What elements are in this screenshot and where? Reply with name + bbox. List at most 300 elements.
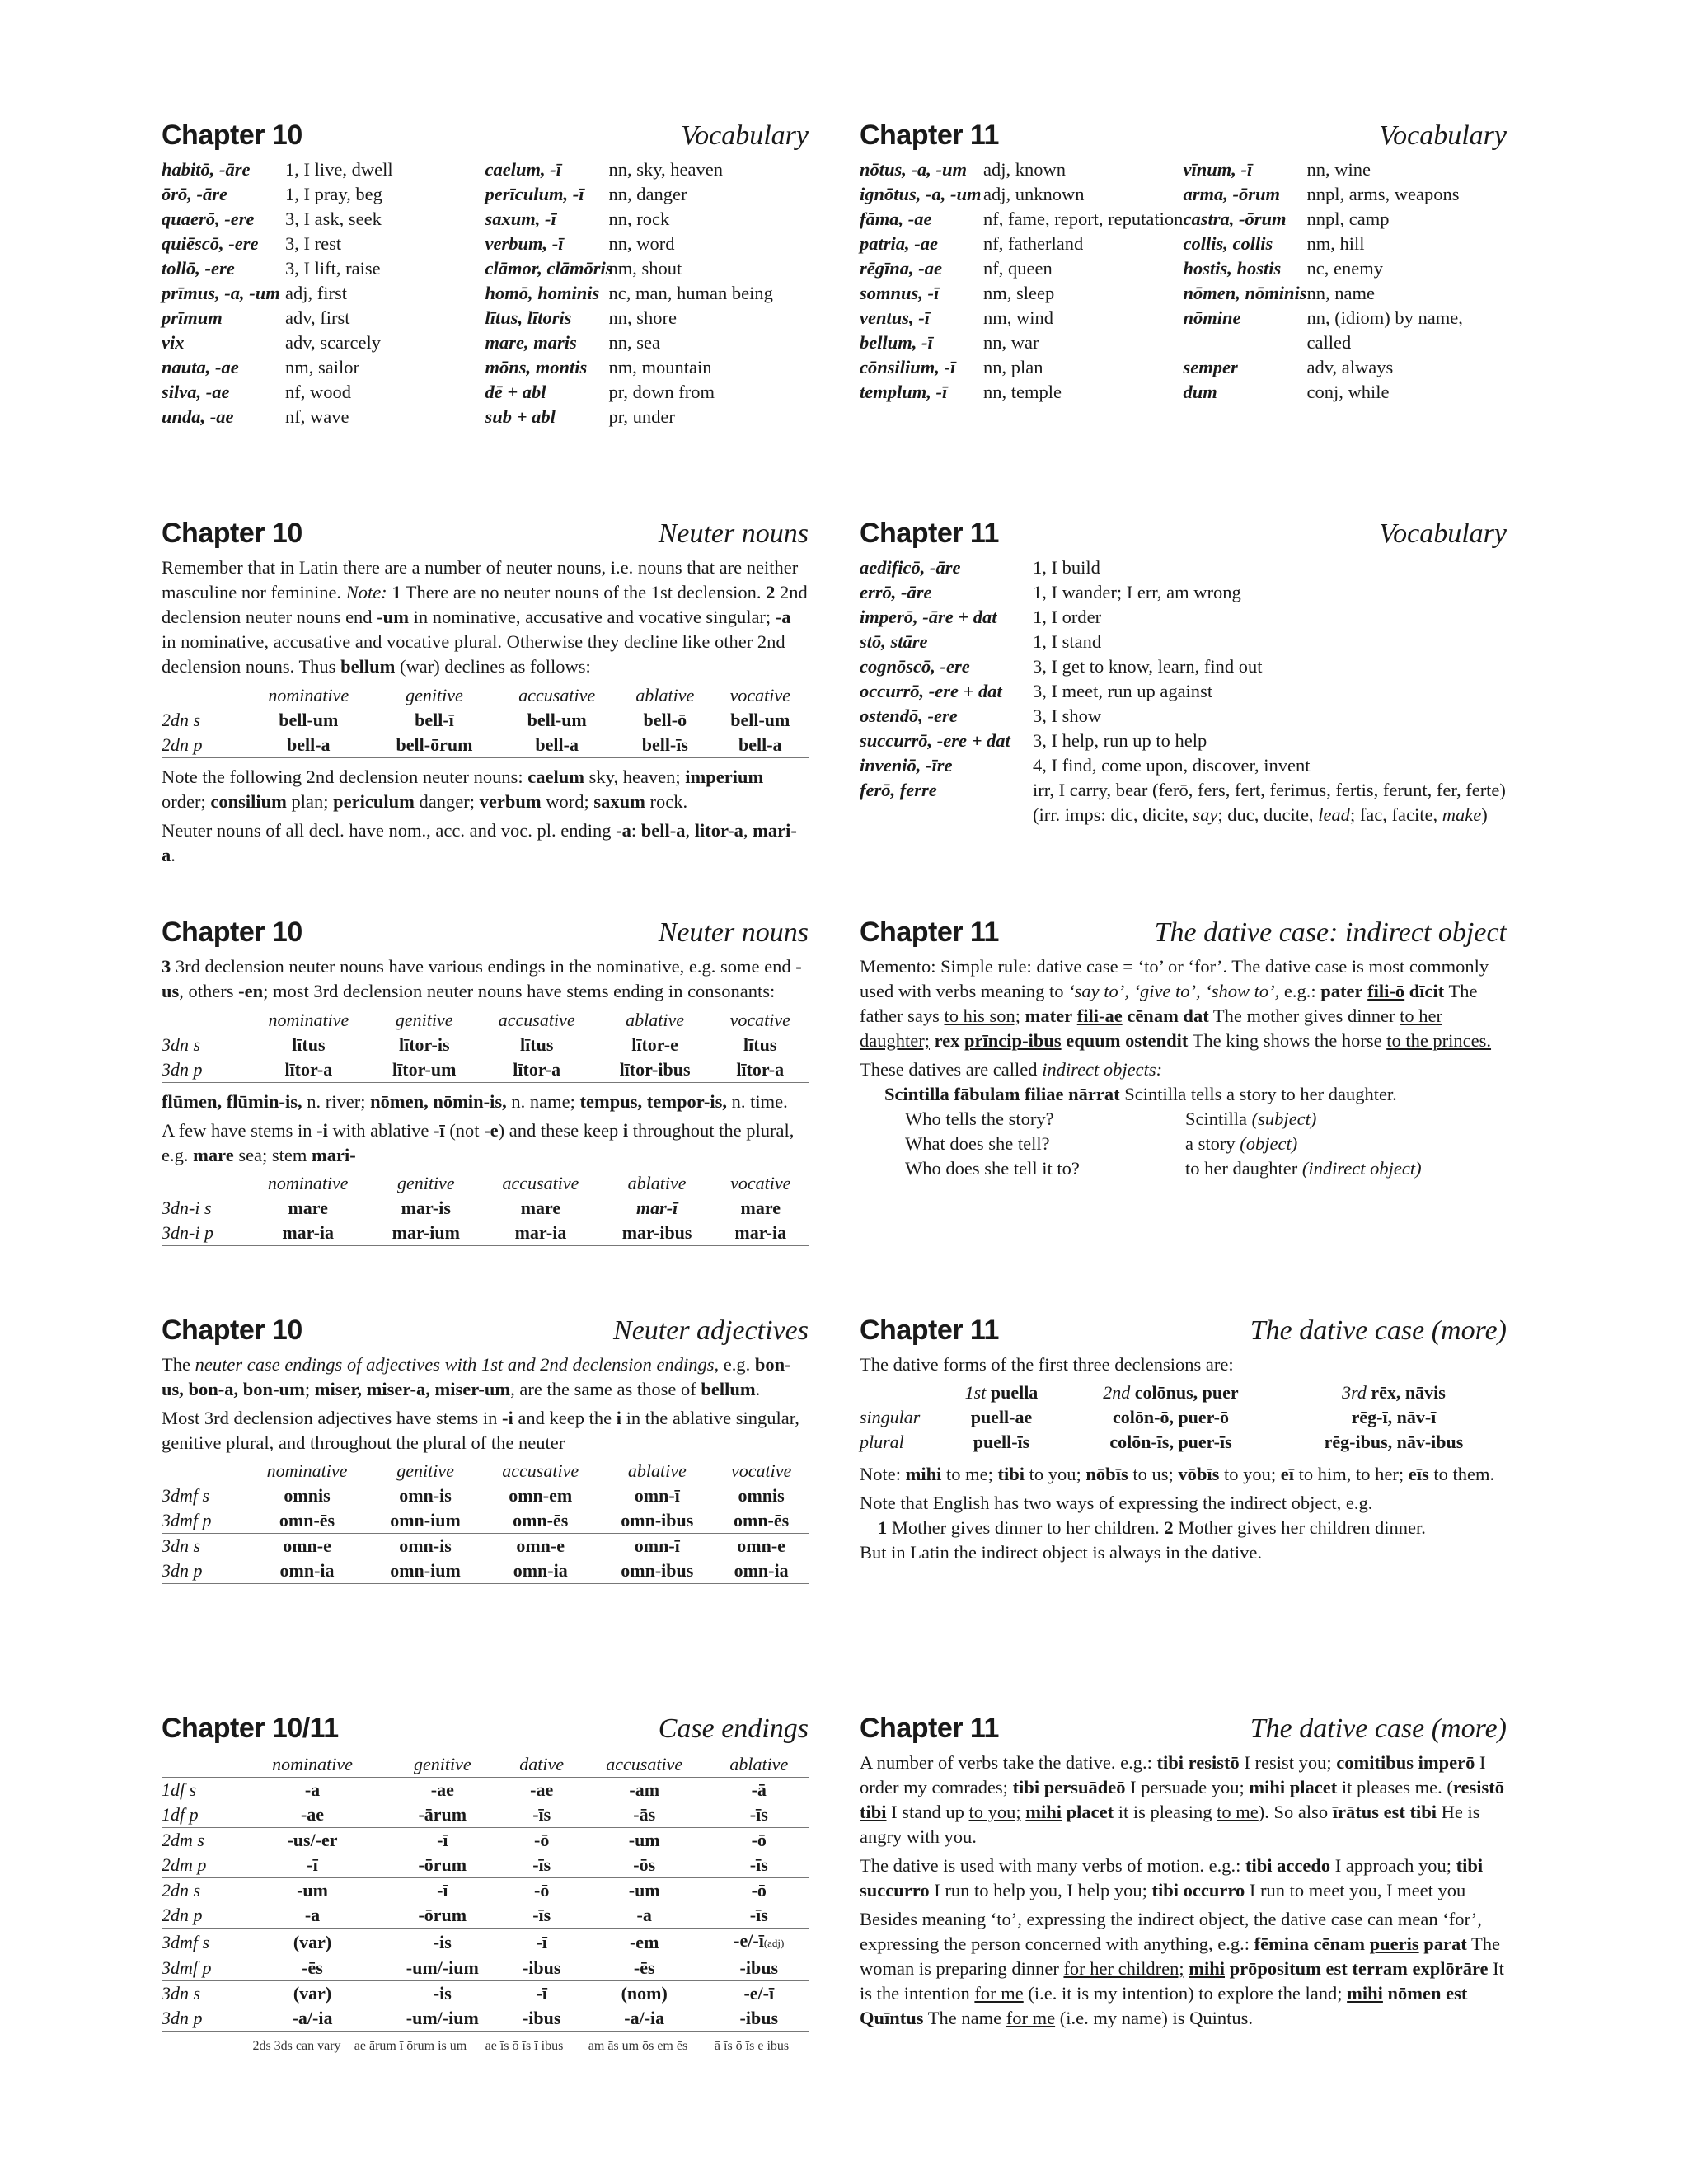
ending-cell: -ī <box>381 1828 504 1854</box>
card-subtitle: Vocabulary <box>681 120 809 151</box>
vocab-entry <box>485 207 809 232</box>
table-row <box>162 1802 809 1828</box>
card-ch10-neuter-nouns-3rd <box>162 916 809 1253</box>
ending-cell: -e/-ī <box>710 1981 809 2007</box>
vocab-term: ignōtus, -a, -um <box>860 184 982 204</box>
ending-cell: (nom) <box>579 1981 710 2007</box>
vocab-meaning: nnpl, arms, weapons <box>1306 184 1460 204</box>
table-row <box>162 1929 809 1957</box>
answer <box>1185 1156 1422 1181</box>
case-endings-table: nominative genitive dative accusative ablative 1df s -a -ae -ae -am -ā 1df p -ae -ārum -īs -ās -īs 2dm s -us/-er -ī -ō -um -ō 2dm p -ī -ōrum -īs -ōs -īs 2dn s -um -ī -ō -um -ō 2dn p -a -ōrum -īs -a -īs 3dmf s (var) -is -ī -em -e/-ī(adj) 3dmf p -ēs -um/-ium -ibus -ēs -ibus 3dn s (var) -is -ī (nom) -e/-ī 3dn p -a/-ia -um/-ium -ibus -a/-ia -ibus <box>162 1752 809 2032</box>
vocab-entry <box>860 256 1184 281</box>
vocab-term: collis, collis <box>1183 233 1273 254</box>
vocab-entry <box>485 232 809 256</box>
vocab-term: ōrō, -āre <box>162 184 227 204</box>
vocab-term: quiēscō, -ere <box>162 233 259 254</box>
vocab-entry <box>162 330 485 355</box>
vocab-term: inveniō, -īre <box>860 755 953 776</box>
vocab-meaning: nm, sleep <box>983 283 1055 303</box>
pronoun: tibi <box>997 1464 1025 1484</box>
vocab-entry <box>860 355 1184 380</box>
vocab-term: mare, maris <box>485 332 577 353</box>
pronoun: nōbīs <box>1085 1464 1128 1484</box>
ending-cell: -is <box>381 1981 504 2007</box>
vocab-entry <box>860 306 1184 330</box>
card-ch11-vocabulary-verbs <box>860 518 1507 827</box>
vocab-entry <box>860 207 1184 232</box>
ending-cell: -īs <box>532 1905 551 1925</box>
answer-role: (indirect object) <box>1301 1158 1422 1179</box>
vocab-entry <box>162 182 485 207</box>
vocab-term: perīculum, -ī <box>485 184 584 204</box>
vocab-term: clāmor, clāmōris <box>485 258 613 279</box>
vocab-entry <box>485 355 809 380</box>
ending-cell: -ārum <box>418 1804 467 1825</box>
card-subtitle: Case endings <box>658 1713 809 1744</box>
vocab-entry <box>1184 157 1507 182</box>
pronoun: mihi <box>905 1464 942 1484</box>
ending-cell: -a <box>244 1778 381 1803</box>
vocab-term: prīmum <box>162 307 223 328</box>
vocab-meaning: 1, I pray, beg <box>285 184 382 204</box>
pronoun-meaning: to them. <box>1433 1464 1495 1484</box>
row-label: 3dmf s <box>162 1929 244 1957</box>
vocab-entry <box>1184 182 1507 207</box>
ending-cell: -a/-ia <box>244 2006 381 2032</box>
card-title: Chapter 11 <box>860 120 999 151</box>
pronoun-meaning: to him, to her; <box>1298 1464 1404 1484</box>
vocab-term: quaerō, -ere <box>162 209 255 229</box>
pronoun-meaning: to you; <box>1224 1464 1277 1484</box>
vocab-meaning: 3, I meet, run up against <box>1033 681 1213 701</box>
vocab-entry <box>162 232 485 256</box>
vocab-list <box>860 157 1507 405</box>
vocab-term: succurrō, -ere + dat <box>860 730 1010 751</box>
vocab-meaning: adj, known <box>983 159 1066 180</box>
vocab-entry <box>860 580 1507 605</box>
vocab-entry <box>1184 355 1507 380</box>
card-subtitle: Vocabulary <box>1379 120 1507 151</box>
pronoun: vōbīs <box>1178 1464 1220 1484</box>
vocab-entry <box>860 182 1184 207</box>
vocab-term: vīnum, -ī <box>1183 159 1253 180</box>
card-body: 3 3rd declension neuter nouns have various endings in the nominative, e.g. some end -us, others -en; most 3rd declension neuter nouns have stems ending in consonants: nominative genitive accusative ablative vocative 3dn s lītus lītor-is lītus lītor-e lītus 3dn p lītor-a lītor-um lītor-a lītor-ibus lītor-a flūmen, flūmin-is, n. river; nōmen, nōmin-is, n. name; tempus, tempor-is, n. time. A few have stems in -i with ablative -ī (not -e) and these keep i throughout the plural, e.g. mare sea; stem mari- nominative genitive accusative ablative vocative 3dn-i s mare mar-is mare mar-ī mare 3dn-i p mar-ia mar-ium mar-ia mar-ibus mar-ia <box>162 954 809 1246</box>
vocab-term: cōnsilium, -ī <box>860 357 956 377</box>
question: Who tells the story? <box>905 1108 1054 1129</box>
vocab-entry <box>860 605 1507 630</box>
vocab-meaning: adv, scarcely <box>285 332 381 353</box>
ending-cell: -ibus <box>522 1957 561 1978</box>
card-subtitle: The dative case (more) <box>1250 1713 1507 1744</box>
vocab-term: unda, -ae <box>162 406 234 427</box>
vocab-entry <box>860 778 1507 803</box>
vocab-meaning: nn, temple <box>983 382 1062 402</box>
vocab-entry <box>162 281 485 306</box>
row-label: 3dn p <box>162 2006 244 2032</box>
card-title: Chapter 10 <box>162 1315 302 1346</box>
vocab-entry <box>485 256 809 281</box>
vocab-meaning: nnpl, camp <box>1306 209 1390 229</box>
vocab-meaning: 4, I find, come upon, discover, invent <box>1033 755 1311 776</box>
ending-cell: -īs <box>532 1854 551 1875</box>
vocab-entry <box>162 355 485 380</box>
vocab-term: somnus, -ī <box>860 283 940 303</box>
vocab-meaning: 3, I show <box>1033 705 1102 726</box>
vocab-entry <box>485 281 809 306</box>
ending-cell: -ō <box>504 1828 579 1854</box>
adj-note: (adj) <box>763 1937 785 1949</box>
vocab-entry <box>860 281 1184 306</box>
vocab-meaning: nn, shore <box>608 307 677 328</box>
vocab-entry <box>162 405 485 429</box>
vocab-entry <box>1184 281 1507 306</box>
vocab-meaning: 3, I help, run up to help <box>1033 730 1207 751</box>
ending-cell: -ae <box>504 1778 579 1803</box>
vocab-term: prīmus, -a, -um <box>162 283 280 303</box>
answer-text: to her daughter <box>1185 1158 1298 1179</box>
card-subtitle: Neuter nouns <box>658 917 809 948</box>
card-subtitle: The dative case: indirect object <box>1154 917 1507 948</box>
vocab-term: dum <box>1183 382 1217 402</box>
ending-cell: -ibus <box>710 2006 809 2032</box>
card-body: The dative forms of the first three declensions are: 1st puella 2nd colōnus, puer 3rd rēx, nāvis singular puell-ae colōn-ō, puer-ō rēg-ī, nāv-ī plural puell-īs colōn-īs, puer-īs rēg-ibus, nāv-ibus Note: mihi to me; tibi to you; nōbīs to us; vōbīs to you; eī to him, to her; eīs to them. Note that English has two ways of expressing the indirect object, e.g. 1 Mother gives dinner to her children. 2 Mother gives her children dinner. But in Latin the indirect object is always in the dative. <box>860 1352 1507 1565</box>
vocab-meaning: nm, mountain <box>608 357 712 377</box>
row-label: 2dn s <box>162 1878 244 1904</box>
card-title: Chapter 10 <box>162 120 302 151</box>
vocab-column-left <box>860 157 1184 405</box>
answer <box>1185 1132 1297 1156</box>
vocab-entry <box>485 182 809 207</box>
vocab-term: silva, -ae <box>162 382 230 402</box>
mnemonic-footer: 2ds 3ds can vary ae ārum ī ōrum is um ae īs ō īs ī ibus am ās um ōs em ēs ā īs ō īs e ibus <box>252 2039 790 2053</box>
declension-table: nominative genitive accusative ablative vocative 2dn s bell-um bell-ī bell-um bell-ō bell-um 2dn p bell-a bell-ōrum bell-a bell-īs bell-a <box>162 683 809 758</box>
vocab-term: aedificō, -āre <box>860 557 961 578</box>
vocab-meaning: adv, first <box>285 307 350 328</box>
ending-text: -e/-ī <box>734 1930 764 1951</box>
question-answer-row <box>860 1107 1507 1132</box>
ending-cell: -ōs <box>633 1854 656 1875</box>
vocab-meaning: 3, I rest <box>285 233 342 254</box>
vocab-term: rēgīna, -ae <box>860 258 942 279</box>
row-label: 1df s <box>162 1778 244 1803</box>
ending-cell: -ō <box>710 1878 809 1904</box>
ending-cell: -īs <box>749 1854 768 1875</box>
vocab-meaning: adj, first <box>285 283 347 303</box>
declension-table-i-stem: nominative genitive accusative ablative vocative 3dn-i s mare mar-is mare mar-ī mare 3dn-i p mar-ia mar-ium mar-ia mar-ibus mar-ia <box>162 1171 809 1246</box>
card-ch11-dative-more-forms <box>860 1315 1507 1569</box>
row-label: 3dn s <box>162 1981 244 2007</box>
vocab-term: tollō, -ere <box>162 258 235 279</box>
vocab-term: verbum, -ī <box>485 233 564 254</box>
vocab-term: nōtus, -a, -um <box>860 159 968 180</box>
card-title: Chapter 11 <box>860 518 999 549</box>
card-subtitle: Vocabulary <box>1379 518 1507 549</box>
vocab-term: vix <box>162 332 185 353</box>
vocab-term: saxum, -ī <box>485 209 556 229</box>
vocab-meaning: nf, fatherland <box>983 233 1084 254</box>
table-row <box>162 1956 809 1981</box>
pronoun-meaning: to me; <box>946 1464 993 1484</box>
vocab-entry <box>860 704 1507 729</box>
vocab-entry <box>1184 306 1507 355</box>
ending-cell: -ō <box>504 1878 579 1904</box>
card-title: Chapter 10/11 <box>162 1713 339 1744</box>
vocab-meaning: 1, I build <box>1033 557 1100 578</box>
vocab-entry <box>485 405 809 429</box>
ending-cell: -a/-ia <box>579 2006 710 2032</box>
vocab-meaning: nc, enemy <box>1306 258 1383 279</box>
vocab-meaning: nn, war <box>983 332 1039 353</box>
vocab-entry <box>162 157 485 182</box>
ending-cell: -um <box>579 1828 710 1854</box>
vocab-meaning: nm, wind <box>983 307 1054 328</box>
vocab-term: nōmen, nōminis <box>1183 283 1307 303</box>
ending-cell: -um <box>244 1878 381 1904</box>
row-label: 3dmf p <box>162 1957 212 1978</box>
ending-cell: -is <box>381 1929 504 1957</box>
vocab-term: homō, hominis <box>485 283 600 303</box>
vocab-entry <box>860 753 1507 778</box>
vocab-meaning: nn, name <box>1306 283 1375 303</box>
table-row <box>162 1828 809 1854</box>
vocab-term: patria, -ae <box>860 233 938 254</box>
ending-cell: -um/-ium <box>381 2006 504 2032</box>
vocab-meaning: 3, I ask, seek <box>285 209 382 229</box>
vocab-list <box>860 555 1507 803</box>
vocab-entry <box>860 232 1184 256</box>
vocab-entry <box>860 555 1507 580</box>
ending-cell: -ō <box>710 1828 809 1854</box>
ending-cell: -us/-er <box>244 1828 381 1854</box>
vocab-entry <box>1184 256 1507 281</box>
ending-cell: -um/-ium <box>406 1957 479 1978</box>
vocab-term: nauta, -ae <box>162 357 239 377</box>
card-subtitle: Neuter adjectives <box>613 1315 809 1346</box>
vocab-term: imperō, -āre + dat <box>860 607 997 627</box>
vocab-meaning: nm, sailor <box>285 357 359 377</box>
pronoun-meaning: to us; <box>1132 1464 1174 1484</box>
vocab-meaning: nn, word <box>608 233 675 254</box>
vocab-term: fāma, -ae <box>860 209 932 229</box>
vocab-meaning: nn, sky, heaven <box>608 159 724 180</box>
card-title: Chapter 10 <box>162 518 302 549</box>
vocab-entry <box>860 330 1184 355</box>
vocab-term: semper <box>1183 357 1238 377</box>
card-ch11-dative-indirect-object <box>860 916 1507 1181</box>
vocab-meaning: nn, wine <box>1306 159 1371 180</box>
vocab-meaning: nn, danger <box>608 184 687 204</box>
ending-cell: -ēs <box>302 1957 323 1978</box>
ending-cell: -ī <box>504 1981 579 2007</box>
vocab-meaning: adj, unknown <box>983 184 1085 204</box>
ending-cell: -ēs <box>633 1957 655 1978</box>
ending-cell: (var) <box>244 1981 381 2007</box>
vocab-entry <box>1184 232 1507 256</box>
ending-cell: -ī <box>307 1854 318 1875</box>
vocab-meaning: nn, plan <box>983 357 1043 377</box>
answer-text: Scintilla <box>1185 1108 1247 1129</box>
vocab-meaning: nm, shout <box>608 258 682 279</box>
vocab-entry <box>485 330 809 355</box>
ending-cell: -ibus <box>504 2006 579 2032</box>
card-body: Remember that in Latin there are a number of neuter nouns, i.e. nouns that are neither masculine nor feminine. Note: 1 There are no neuter nouns of the 1st declension. 2 2nd declension neuter nouns end -um in nominative, accusative and vocative singular; -a in nominative, accusative and vocative plural. Otherwise they decline like other 2nd declension nouns. Thus bellum (war) declines as follows: nominative genitive accusative ablative vocative 2dn s bell-um bell-ī bell-um bell-ō bell-um 2dn p bell-a bell-ōrum bell-a bell-īs bell-a Note the following 2nd declension neuter nouns: caelum sky, heaven; imperium order; consilium plan; periculum danger; verbum word; saxum rock. Neuter nouns of all decl. have nom., acc. and voc. pl. ending -a: bell-a, litor-a, mari-a. <box>162 557 808 865</box>
vocab-term: arma, -ōrum <box>1183 184 1281 204</box>
card-title: Chapter 10 <box>162 916 302 948</box>
table-row <box>162 1981 809 2007</box>
question: What does she tell? <box>905 1133 1050 1154</box>
row-label: 2dn p <box>162 1905 203 1925</box>
answer-role: (subject) <box>1251 1108 1317 1129</box>
vocab-term: castra, -ōrum <box>1183 209 1287 229</box>
vocab-term: dē + abl <box>485 382 546 402</box>
vocab-column-right <box>485 157 809 429</box>
vocab-meaning: nm, hill <box>1306 233 1365 254</box>
irregular-imperatives: (irr. imps: dic, dicite, say; duc, ducite, lead; fac, facite, make) <box>1033 804 1488 825</box>
vocab-entry <box>860 380 1184 405</box>
card-ch10-11-case-endings <box>162 1713 809 2055</box>
card-title: Chapter 11 <box>860 1315 999 1346</box>
declension-table: nominative genitive accusative ablative vocative 3dn s lītus lītor-is lītus lītor-e lītus 3dn p lītor-a lītor-um lītor-a lītor-ibus lītor-a <box>162 1008 809 1083</box>
table-row <box>162 1778 809 1803</box>
vocab-term: hostis, hostis <box>1183 258 1282 279</box>
row-label: 1df p <box>162 1804 199 1825</box>
card-body: The neuter case endings of adjectives with 1st and 2nd declension endings, e.g. bon-us, bon-a, bon-um; miser, miser-a, miser-um, are the same as those of bellum. Most 3rd declension adjectives have stems in -i and keep the i in the ablative singular, genitive plural, and throughout the plural of the neuter nominative genitive accusative ablative vocative 3dmf s omnis omn-is omn-em omn-ī omnis 3dmf p omn-ēs omn-ium omn-ēs omn-ibus omn-ēs 3dn s omn-e omn-is omn-e omn-ī omn-e 3dn p omn-ia omn-ium omn-ia omn-ibus omn-ia <box>162 1352 809 1584</box>
ending-cell: -ae <box>300 1804 325 1825</box>
vocab-meaning: nf, wave <box>285 406 349 427</box>
vocab-entry <box>485 157 809 182</box>
vocab-meaning: 3, I lift, raise <box>285 258 381 279</box>
vocab-term: templum, -ī <box>860 382 948 402</box>
card-ch10-neuter-nouns <box>162 518 809 872</box>
row-label: 2dm s <box>162 1828 244 1854</box>
table-row <box>162 1903 809 1929</box>
answer-role: (object) <box>1240 1133 1298 1154</box>
ending-cell: -am <box>579 1778 710 1803</box>
ending-cell: -a <box>304 1905 321 1925</box>
vocab-meaning: 1, I wander; I err, am wrong <box>1033 582 1241 602</box>
vocab-entry <box>860 630 1507 654</box>
vocab-entry <box>162 306 485 330</box>
vocab-term: errō, -āre <box>860 582 932 602</box>
vocab-entry <box>485 306 809 330</box>
card-subtitle: Neuter nouns <box>658 518 809 549</box>
ending-cell: -a <box>636 1905 652 1925</box>
card-ch11-dative-more-verbs <box>860 1713 1507 2035</box>
ending-cell: -ōrum <box>418 1854 467 1875</box>
ending-cell: -ās <box>633 1804 656 1825</box>
vocab-meaning: nf, wood <box>285 382 351 402</box>
vocab-meaning: 3, I get to know, learn, find out <box>1033 656 1263 677</box>
answer <box>1185 1107 1316 1132</box>
vocab-term: cognōscō, -ere <box>860 656 970 677</box>
pronoun-meaning: to you; <box>1029 1464 1081 1484</box>
vocab-term: mōns, montis <box>485 357 588 377</box>
question-answer-row <box>860 1156 1507 1181</box>
dative-forms-table: 1st puella 2nd colōnus, puer 3rd rēx, nāvis singular puell-ae colōn-ō, puer-ō rēg-ī, nāv-ī plural puell-īs colōn-īs, puer-īs rēg-ibus, nāv-ibus <box>860 1380 1507 1455</box>
vocab-meaning: pr, under <box>608 406 675 427</box>
vocab-term: ventus, -ī <box>860 307 931 328</box>
ending-cell: -ī <box>381 1878 504 1904</box>
card-ch10-neuter-adjectives <box>162 1315 809 1591</box>
vocab-entry <box>860 157 1184 182</box>
vocab-term: lītus, lītoris <box>485 307 572 328</box>
vocab-meaning: conj, while <box>1306 382 1390 402</box>
table-row <box>162 1878 809 1904</box>
question-answer-row <box>860 1132 1507 1156</box>
ending-cell <box>710 1929 809 1957</box>
card-body: Memento: Simple rule: dative case = ‘to’ or ‘for’. The dative case is most commonly used with verbs meaning to ‘say to’, ‘give to’, ‘show to’, e.g.: pater fili-ō dīcit The father says to his son; mater fili-ae cēnam dat The mother gives dinner to her daughter; rex prīncip-ibus equum ostendit The king shows the horse to the princes. These datives are called indirect objects: Scintilla fābulam filiae nārrat Scintilla tells a story to her daughter. Who tells the story? Scintilla (subject) What does she tell? a story (object) Who does she tell it to? to her daughter (indirect object) <box>860 954 1507 1181</box>
vocab-term: ostendō, -ere <box>860 705 958 726</box>
ending-cell: -um <box>579 1878 710 1904</box>
card-title: Chapter 11 <box>860 1713 999 1744</box>
ending-cell: -ae <box>381 1778 504 1803</box>
table-row <box>162 2006 809 2032</box>
pronoun: eī <box>1280 1464 1295 1484</box>
table-row <box>162 1853 809 1878</box>
vocab-entry <box>162 380 485 405</box>
vocab-entry <box>162 207 485 232</box>
vocab-meaning: 1, I live, dwell <box>285 159 393 180</box>
card-ch10-vocabulary <box>162 120 809 429</box>
vocab-meaning: irr, I carry, bear (ferō, fers, fert, ferimus, fertis, ferunt, fer, ferte) <box>1033 780 1506 800</box>
vocab-entry <box>860 654 1507 679</box>
vocab-term: caelum, -ī <box>485 159 561 180</box>
vocab-term: occurrō, -ere + dat <box>860 681 1002 701</box>
ending-cell: -ōrum <box>418 1905 467 1925</box>
vocab-list <box>162 157 809 429</box>
vocab-meaning: adv, always <box>1306 357 1394 377</box>
vocab-meaning: nn, rock <box>608 209 670 229</box>
ending-cell: -em <box>579 1929 710 1957</box>
row-label: 2dm p <box>162 1854 207 1875</box>
vocab-term: sub + abl <box>485 406 556 427</box>
vocab-meaning: nn, sea <box>608 332 660 353</box>
vocab-meaning: nn, (idiom) by name, called <box>1306 307 1463 353</box>
vocab-entry <box>860 679 1507 704</box>
vocab-meaning: 1, I stand <box>1033 631 1102 652</box>
vocab-meaning: nf, queen <box>983 258 1053 279</box>
vocab-term: habitō, -āre <box>162 159 251 180</box>
ending-cell: -īs <box>532 1804 551 1825</box>
card-ch11-vocabulary <box>860 120 1507 405</box>
ending-cell: -ibus <box>739 1957 779 1978</box>
vocab-entry <box>860 729 1507 753</box>
vocab-column-left <box>162 157 485 429</box>
vocab-term: bellum, -ī <box>860 332 933 353</box>
vocab-entry <box>485 380 809 405</box>
card-title: Chapter 11 <box>860 916 999 948</box>
vocab-entry <box>1184 207 1507 232</box>
card-body: A number of verbs take the dative. e.g.: tibi resistō I resist you; comitibus imperō I order my comrades; tibi persuādeō I persuade you; mihi placet it pleases me. (resistō tibi I stand up to you; mihi placet it is pleasing to me). So also īrātus est tibi He is angry with you. The dative is used with many verbs of motion. e.g.: tibi accedo I approach you; tibi succurro I run to help you, I help you; tibi occurro I run to meet you, I meet you Besides meaning ‘to’, expressing the indirect object, the dative case can mean ‘for’, expressing the person concerned with anything, e.g.: fēmina cēnam pueris parat The woman is preparing dinner for her children; mihi prōpositum est terram explōrāre It is the intention for me (i.e. it is my intention) to explore the land; mihi nōmen est Quīntus The name for me (i.e. my name) is Quintus. <box>860 1752 1504 2028</box>
ending-cell: (var) <box>244 1929 381 1957</box>
question: Who does she tell it to? <box>905 1158 1080 1179</box>
ending-cell: -īs <box>749 1804 768 1825</box>
vocab-meaning: pr, down from <box>608 382 715 402</box>
vocab-meaning: nc, man, human being <box>608 283 773 303</box>
ending-cell: -īs <box>749 1905 768 1925</box>
vocab-term: nōmine <box>1183 307 1241 328</box>
answer-text: a story <box>1185 1133 1236 1154</box>
question-answer-list <box>860 1107 1507 1181</box>
vocab-meaning: nf, fame, report, reputation <box>983 209 1184 229</box>
ending-cell: -ī <box>504 1929 579 1957</box>
vocab-entry <box>1184 380 1507 405</box>
declension-table: nominative genitive accusative ablative vocative 3dmf s omnis omn-is omn-em omn-ī omnis 3dmf p omn-ēs omn-ium omn-ēs omn-ibus omn-ēs 3dn s omn-e omn-is omn-e omn-ī omn-e 3dn p omn-ia omn-ium omn-ia omn-ibus omn-ia <box>162 1459 809 1584</box>
vocab-meaning: 1, I order <box>1033 607 1102 627</box>
vocab-column-right <box>1184 157 1507 405</box>
vocab-term: stō, stāre <box>860 631 928 652</box>
vocab-term: ferō, ferre <box>860 780 937 800</box>
